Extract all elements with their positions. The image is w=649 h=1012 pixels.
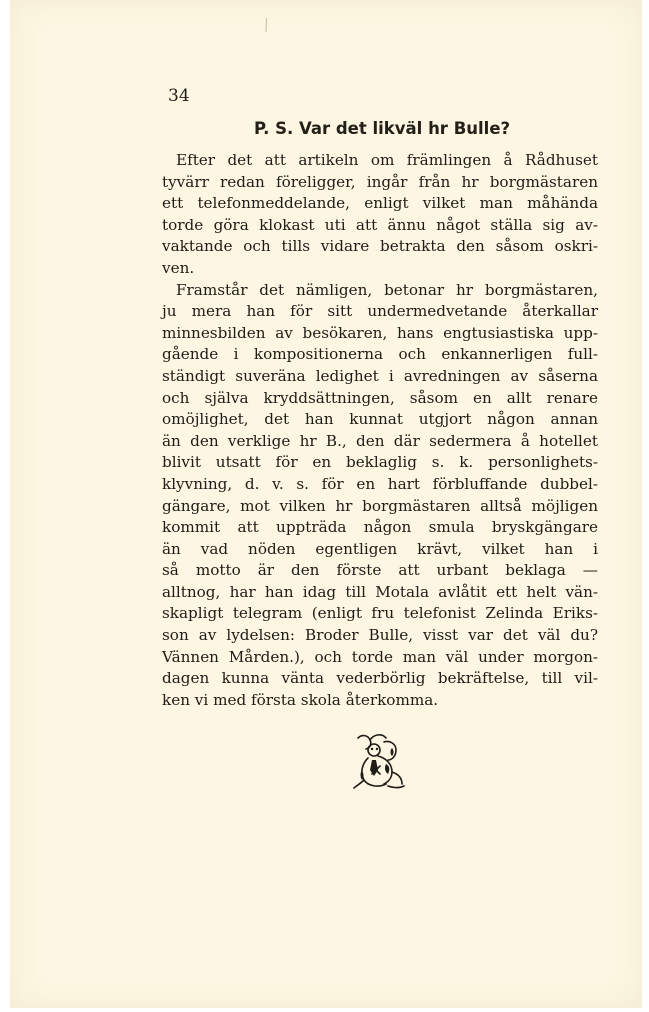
text-line: tyvärr redan föreligger, ingår från hr borgmästaren [162,172,598,191]
text-line: än vad nöden egentligen krävt, vilket han i [162,539,598,558]
paragraph-1 [162,150,598,280]
text-line: kommit att uppträda någon smula bryskgängare [162,518,598,537]
paragraph-2 [162,280,598,712]
body-text [162,150,598,711]
text-line: ken vi med första skola återkomma. [162,690,439,709]
text-line: Efter det att artikeln om främlingen å Rådhuset [176,151,598,169]
book-page [10,0,642,1008]
text-line: ju mera han för sitt undermedvetande återkallar [162,302,598,321]
text-line: så motto är den förste att urbant beklaga — [162,561,598,580]
text-line: minnesbilden av besökaren, hans engtusiastiska upp- [162,323,598,342]
jester-vignette-icon [348,730,408,792]
text-line: ett telefonmeddelande, enligt vilket man måhända [162,194,598,213]
text-line: torde göra klokast uti att ännu något ställa sig av- [162,215,598,234]
text-line: Framstår det nämligen, betonar hr borgmästaren, [176,280,598,299]
text-line: dagen kunna vänta vederbörlig bekräftelse, till vil- [162,669,598,688]
text-line: än den verklige hr B., den där sedermera å hotellet [162,431,598,450]
section-heading: P. S. Var det likväl hr Bulle? [254,119,511,138]
text-line: gängare, mot vilken hr borgmästaren alltså möjligen [162,496,598,515]
text-line: son av lydelsen: Broder Bulle, visst var det väl du? [162,626,598,645]
text-line: alltnog, har han idag till Motala avlåtit ett helt vän- [162,582,598,601]
text-line: gående i kompositionerna och enkannerligen full- [162,345,598,364]
text-line: omöjlighet, det han kunnat utgjort någon annan [162,410,598,429]
text-line: ven. [162,258,195,277]
text-line: vaktande och tills vidare betrakta den såsom oskri- [162,237,598,256]
text-line: ständigt suveräna ledighet i avredningen av såserna [162,366,598,385]
text-line: och själva kryddsättningen, såsom en allt renare [162,388,598,407]
text-line: skapligt telegram (enligt fru telefonist Zelinda Eriks- [162,604,598,623]
text-line: Vännen Mården.), och torde man väl under morgon- [162,647,598,666]
text-line: klyvning, d. v. s. för en hart förbluffande dubbel- [162,474,598,493]
page-number: 34 [168,86,190,106]
text-line: blivit utsatt för en beklaglig s. k. personlighets- [162,453,598,472]
pencil-mark [265,18,268,32]
